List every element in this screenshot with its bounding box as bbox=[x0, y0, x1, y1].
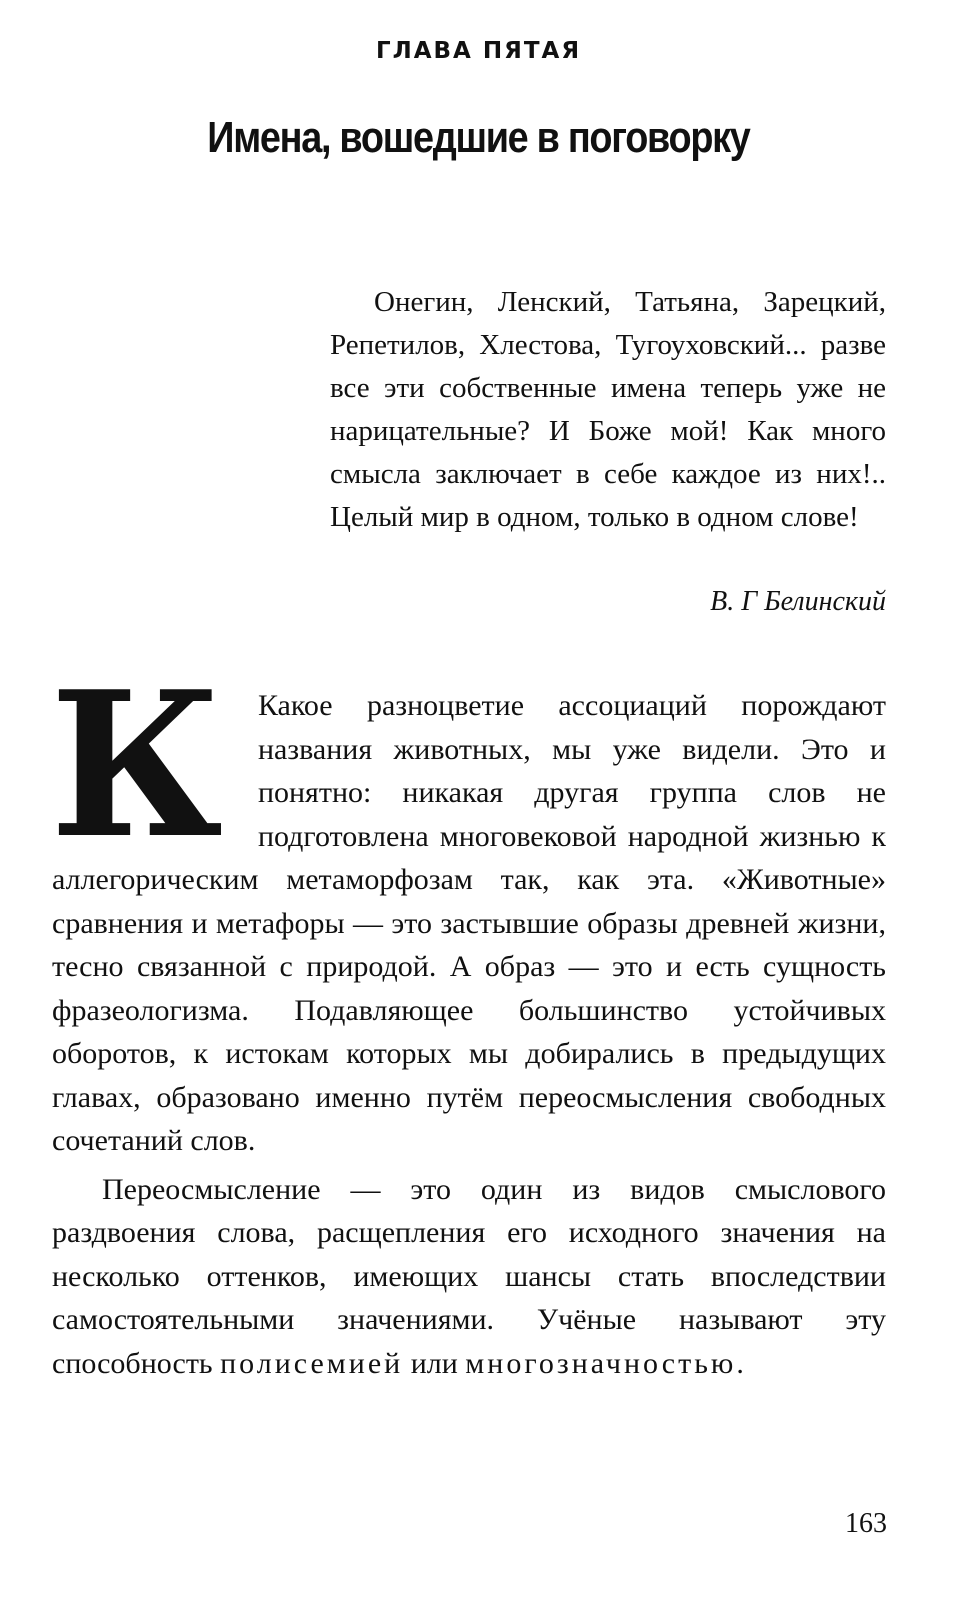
paragraph-2 bbox=[52, 1168, 886, 1386]
term-polysemy: полисемией bbox=[220, 1346, 404, 1380]
paragraph-1-text: Какое разноцветие ассоциаций порождают названия животных, мы уже видели. Это и понятно: никакая другая группа слов не подготовлена многовековой народной жизнью к аллегорическим метаморфозам так, как эта. «Животные» сравнения и метафоры — это застывшие образы древней жизни, тесно связанной с природой. А образ — это и есть сущность фразеологизма. Подавляющее большинство устойчивых оборотов, к истокам которых мы добирались в предыдущих главах, образовано именно путём переосмысления свободных сочетаний слов. bbox=[52, 689, 886, 1157]
paragraph-2-end: . bbox=[736, 1346, 744, 1380]
page-number: 163 bbox=[845, 1508, 887, 1539]
chapter-title: Имена, вошедшие в поговорку bbox=[207, 113, 750, 162]
term-ambiguity: многозначностью bbox=[465, 1346, 737, 1380]
paragraph-2-text: Переосмысление — это один из видов смыслового раздвоения слова, расщепления его исходного значения на несколько оттенков, имеющих шансы стать впоследствии самостоятельными значениями. Учёные называют эту способность bbox=[52, 1172, 886, 1380]
epigraph-text: Онегин, Ленский, Татьяна, Зарецкий, Репетилов, Хлестова, Тугоуховский... разве все эти собственные имена теперь уже не нарицательные? И Боже мой! Как много смысла заключает в себе каждое из них!.. Целый мир в одном, только в одном слове! bbox=[330, 286, 886, 533]
drop-cap: К bbox=[50, 648, 223, 883]
body-text bbox=[50, 648, 886, 1385]
epigraph-author: В. Г Белинский bbox=[710, 586, 886, 617]
chapter-label: ГЛАВА ПЯТАЯ bbox=[375, 38, 582, 64]
paragraph-1 bbox=[50, 648, 886, 1163]
paragraph-2-connector: или bbox=[410, 1346, 458, 1380]
